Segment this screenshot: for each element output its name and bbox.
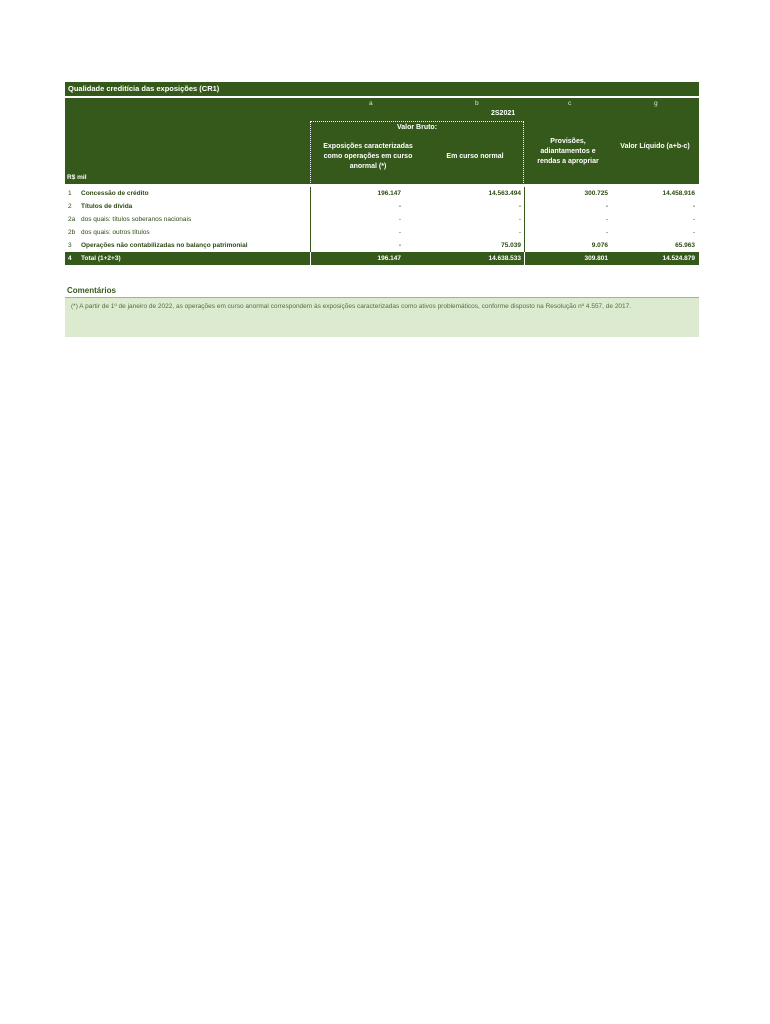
table-row xyxy=(65,226,699,239)
comments-title: Comentários xyxy=(67,286,116,295)
comments-text: (*) A partir de 1º de janeiro de 2022, as operações em curso anormal correspondem às exposições caracterizadas como ativos problemáticos, conforme disposto na Resolução nº 4.557, de 2017. xyxy=(65,297,699,337)
cell-c: - xyxy=(605,229,608,236)
cell-c: 9.076 xyxy=(591,242,608,249)
cell-b: - xyxy=(518,203,521,210)
table-row xyxy=(65,187,699,200)
cell-g: 14.524.879 xyxy=(662,255,695,262)
valor-bruto-label: Valor Bruto: xyxy=(396,124,438,131)
cell-b: - xyxy=(518,229,521,236)
comments-section xyxy=(65,285,699,337)
row-number: 3 xyxy=(68,242,72,249)
column-letter-g: g xyxy=(654,100,658,107)
table-row xyxy=(65,239,699,252)
row-number: 2a xyxy=(68,216,76,223)
column-letter-c: c xyxy=(568,100,572,107)
cell-c: 309.801 xyxy=(584,255,608,262)
cell-a: - xyxy=(398,216,401,223)
row-label: Títulos de dívida xyxy=(81,203,133,210)
row-label: Concessão de crédito xyxy=(81,190,149,197)
cell-b: 75.039 xyxy=(501,242,521,249)
header-col-c: Provisões, adiantamentos e rendas a apropriar xyxy=(537,138,599,165)
cell-g: - xyxy=(692,229,695,236)
cell-a: 196.147 xyxy=(377,255,401,262)
cell-b: - xyxy=(518,216,521,223)
cell-b: 14.638.533 xyxy=(488,255,521,262)
table-header xyxy=(65,98,699,184)
row-number: 2 xyxy=(68,203,72,210)
table-row xyxy=(65,213,699,226)
row-number: 2b xyxy=(68,229,76,236)
cell-a: - xyxy=(398,229,401,236)
row-number: 1 xyxy=(68,190,72,197)
cell-g: 14.458.916 xyxy=(662,190,695,197)
total-row xyxy=(65,252,699,265)
period-label: 2S2021 xyxy=(491,110,516,117)
row-label: Operações não contabilizadas no balanço patrimonial xyxy=(81,242,248,249)
row-label: dos quais: outros títulos xyxy=(81,229,150,236)
column-letter-a: a xyxy=(369,100,373,107)
cell-c: - xyxy=(605,203,608,210)
cell-a: 196.147 xyxy=(377,190,401,197)
cell-a: - xyxy=(398,203,401,210)
cell-g: - xyxy=(692,203,695,210)
cell-a: - xyxy=(398,242,401,249)
table-row xyxy=(65,200,699,213)
row-number: 4 xyxy=(68,255,72,262)
cell-c: 300.725 xyxy=(584,190,608,197)
cell-g: 65.963 xyxy=(675,242,695,249)
row-label: Total (1+2+3) xyxy=(81,255,121,262)
cell-c: - xyxy=(605,216,608,223)
table-title: Qualidade creditícia das exposições (CR1) xyxy=(65,82,699,96)
header-col-a: Exposições caracterizadas como operações em curso anormal (*) xyxy=(323,143,413,170)
header-col-g: Valor Líquido (a+b-c) xyxy=(620,143,690,150)
header-col-b: Em curso normal xyxy=(446,153,504,160)
unit-label: R$ mil xyxy=(67,174,87,181)
table-body xyxy=(65,187,699,265)
cell-g: - xyxy=(692,216,695,223)
column-letter-b: b xyxy=(475,100,479,107)
cell-b: 14.563.494 xyxy=(488,190,521,197)
cr1-report xyxy=(65,82,699,337)
row-label: dos quais: títulos soberanos nacionais xyxy=(81,216,192,223)
